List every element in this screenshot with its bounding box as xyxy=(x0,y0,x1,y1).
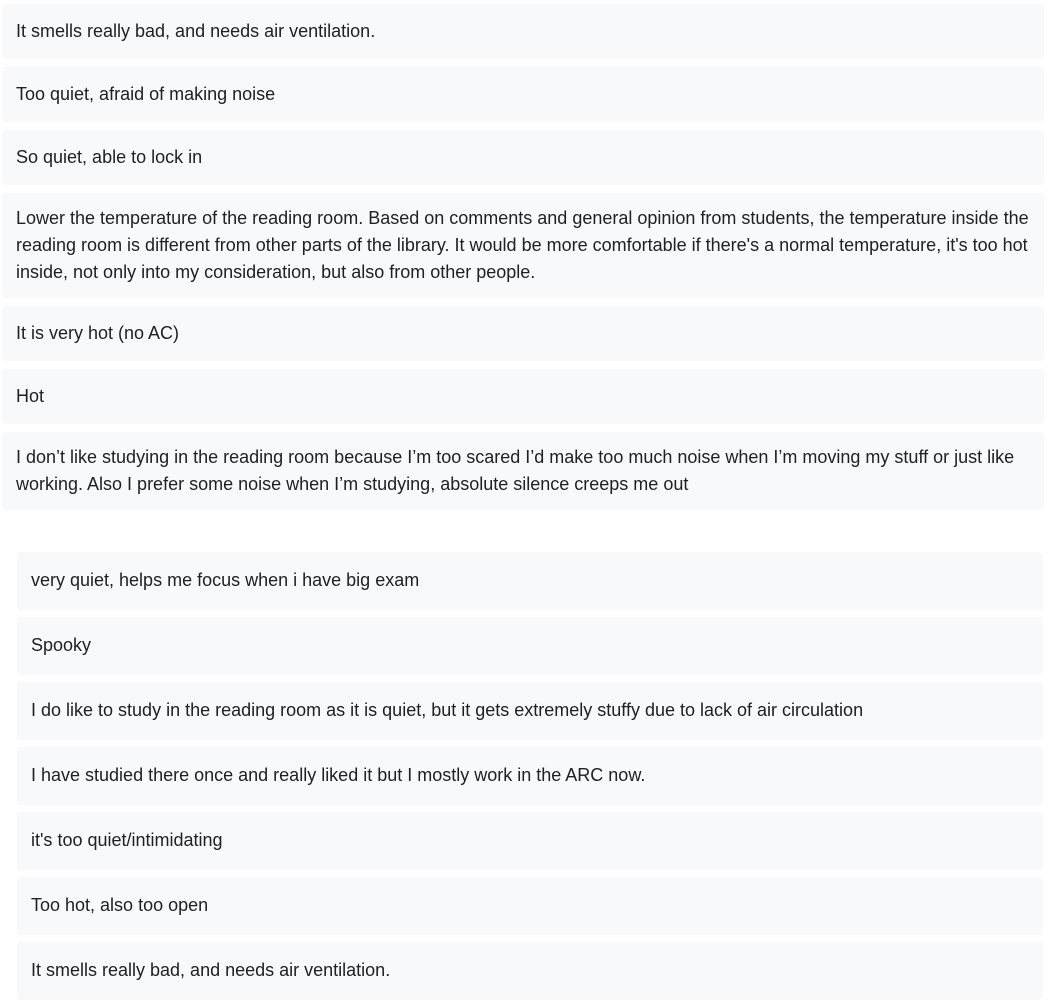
response-item xyxy=(2,4,1044,59)
response-item xyxy=(2,306,1044,361)
response-item xyxy=(2,432,1044,510)
response-item xyxy=(17,747,1043,805)
response-item xyxy=(17,682,1043,740)
response-text: I have studied there once and really liked it but I mostly work in the ARC now. xyxy=(31,765,646,785)
response-text: Too hot, also too open xyxy=(31,895,209,915)
response-text: Lower the temperature of the reading room. Based on comments and general opinion from students, the temperature inside the reading room is different from other parts of the library. It would be more comfortable if there's a normal temperature, it's too hot inside, not only into my consideration, but also from other people. xyxy=(16,208,1029,282)
response-item xyxy=(2,369,1044,424)
response-item xyxy=(17,942,1043,1000)
response-text: Spooky xyxy=(31,635,92,655)
response-text: Hot xyxy=(16,386,45,406)
response-item xyxy=(17,812,1043,870)
response-text: I don’t like studying in the reading room because I’m too scared I’d make too much noise when I’m moving my stuff or just like working. Also I prefer some noise when I’m studying, absolute silence creeps me out xyxy=(16,447,1015,494)
response-text: It smells really bad, and needs air ventilation. xyxy=(16,21,376,41)
response-item xyxy=(17,552,1043,610)
response-item xyxy=(2,193,1044,298)
response-text: It smells really bad, and needs air ventilation. xyxy=(31,960,391,980)
response-list-1 xyxy=(2,4,1044,518)
response-text: Too quiet, afraid of making noise xyxy=(16,84,276,104)
response-text: very quiet, helps me focus when i have big exam xyxy=(31,570,420,590)
response-text: I do like to study in the reading room as it is quiet, but it gets extremely stuffy due to lack of air circulation xyxy=(31,700,864,720)
response-item xyxy=(2,130,1044,185)
response-list-2 xyxy=(17,552,1043,1007)
response-item xyxy=(17,617,1043,675)
response-text: So quiet, able to lock in xyxy=(16,147,203,167)
response-item xyxy=(17,877,1043,935)
response-item xyxy=(2,67,1044,122)
response-text: it's too quiet/intimidating xyxy=(31,830,223,850)
response-text: It is very hot (no AC) xyxy=(16,323,180,343)
